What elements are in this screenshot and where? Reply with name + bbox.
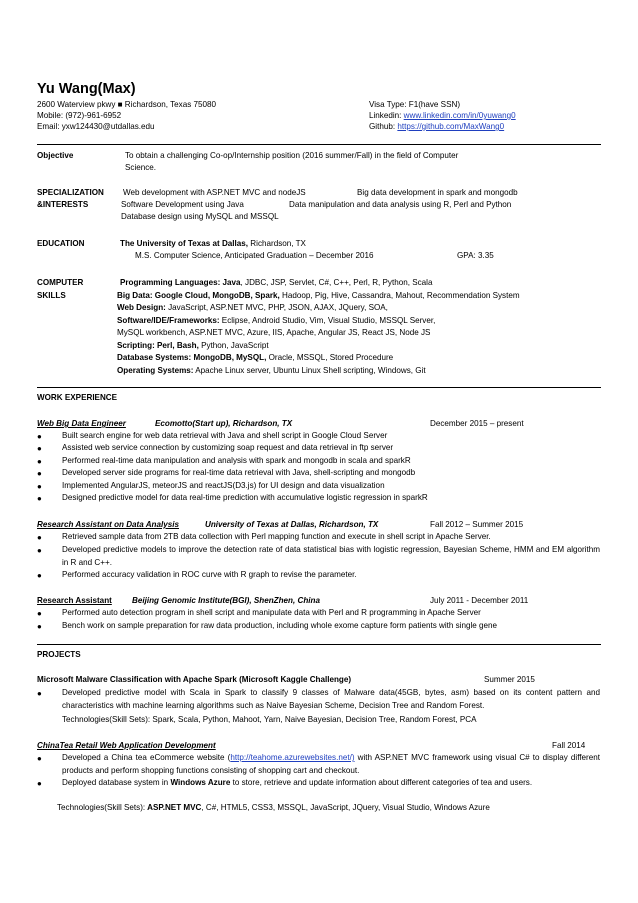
job-header <box>37 418 126 429</box>
bullet-icon: ● <box>37 432 42 441</box>
skills-line <box>117 290 520 301</box>
specialization-item: Database design using MySQL and MSSQL <box>121 212 279 221</box>
list-item: Assisted web service connection by customizing soap request and data retrieval in ftp server <box>62 443 394 452</box>
education-degree: M.S. Computer Science, Anticipated Graduation – December 2016 <box>135 251 374 260</box>
linkedin-link[interactable]: www.linkedin.com/in/0yuwang0 <box>403 111 516 120</box>
skills-label: Web Design: <box>117 303 166 312</box>
objective-heading: Objective <box>37 151 74 160</box>
job-title: Research Assistant on Data Analysis <box>37 520 179 529</box>
bullet-icon: ● <box>37 546 42 555</box>
skills-values: Hadoop, Pig, Hive, Cassandra, Mahout, Recommendation System <box>279 291 520 300</box>
skills-label: Database Systems: MongoDB, MySQL, <box>117 353 267 362</box>
project-website-link[interactable]: http://teahome.azurewebsites.net/) <box>230 753 355 762</box>
skills-label: Big Data: Google Cloud, MongoDB, Spark, <box>117 291 280 300</box>
list-item: Developed predictive model with Scala in Spark to classify 9 classes of Malware data(45GB, bytes, asm) based on its content pattern and characteristics with machine learning algorithms such as Naive Bayesian Scheme, Decision Tree and Random Forest. <box>62 688 600 710</box>
bullet-icon: ● <box>37 444 42 453</box>
specialization-heading: SPECIALIZATION <box>37 188 104 197</box>
bullet-icon: ● <box>37 622 42 631</box>
interests-heading: &INTERESTS <box>37 200 89 209</box>
education-heading: EDUCATION <box>37 239 85 248</box>
work-heading: WORK EXPERIENCE <box>37 393 118 402</box>
skills-values: , JDBC, JSP, Servlet, C#, C++, Perl, R, Python, Scala <box>240 278 433 287</box>
list-item: Developed server side programs for real-time data retrieval with Java, shell-scripting and mongodb <box>62 468 416 477</box>
project-date: Summer 2015 <box>484 675 535 684</box>
address: 2600 Waterview pkwy ■ Richardson, Texas 75080 <box>37 100 216 109</box>
bullet-icon: ● <box>37 469 42 478</box>
job-title: Research Assistant <box>37 596 112 605</box>
list-item: Implemented AngularJS, meteorJS and reactJS(D3.js) for UI design and data visualization <box>62 481 385 490</box>
bullet-icon: ● <box>37 779 42 788</box>
skills-line <box>117 365 426 376</box>
skills-line <box>117 352 393 363</box>
candidate-name: Yu Wang(Max) <box>37 81 136 97</box>
job-date: July 2011 - December 2011 <box>430 596 529 605</box>
specialization-item: Data manipulation and data analysis using R, Perl and Python <box>289 200 512 209</box>
job-org: Beijing Genomic Institute(BGI), ShenZhen, China <box>132 596 320 605</box>
project-technologies: Technologies(Skill Sets): Spark, Scala, Python, Mahoot, Yarn, Naive Bayesian, Decision Tree, Random Forest, PCA <box>62 715 477 724</box>
bullet-icon: ● <box>37 609 42 618</box>
skills-heading: COMPUTER <box>37 278 84 287</box>
skills-heading-2: SKILLS <box>37 291 66 300</box>
specialization-item: Big data development in spark and mongodb <box>357 188 518 197</box>
section-divider <box>37 644 601 645</box>
list-item: Performed real-time data manipulation and analysis with spark and mongodb in scala and sparkR <box>62 456 411 465</box>
text: with ASP.NET MVC framework using visual C# to display different products and perform shopping functions consisting of shopping cart and checkout. <box>62 753 600 775</box>
specialization-item: Software Development using Java <box>121 200 244 209</box>
education-school-line <box>120 238 306 249</box>
section-divider <box>37 144 601 145</box>
job-org: Ecomotto(Start up), Richardson, TX <box>155 419 293 428</box>
bullet-icon: ● <box>37 482 42 491</box>
linkedin-label: Linkedin: <box>369 111 402 120</box>
text: to store, retrieve and update information about different categories of tea and users. <box>230 778 533 787</box>
text: Developed a China tea eCommerce website ( <box>62 753 231 762</box>
visa-type: Visa Type: F1(have SSN) <box>369 100 461 109</box>
bullet-icon: ● <box>37 494 42 503</box>
skills-values: Apache Linux server, Ubuntu Linux Shell scripting, Windows, Git <box>193 366 426 375</box>
skills-label: Scripting: Perl, Bash, <box>117 341 199 350</box>
skills-line <box>117 340 269 351</box>
list-item <box>62 752 600 777</box>
project-technologies <box>57 802 490 813</box>
specialization-item: Web development with ASP.NET MVC and nodeJS <box>123 188 306 197</box>
skills-line <box>117 302 388 313</box>
skills-line <box>117 315 435 326</box>
education-gpa: GPA: 3.35 <box>457 251 494 260</box>
bullet-icon: ● <box>37 689 42 698</box>
skills-values: JavaScript, ASP.NET MVC, PHP, JSON, AJAX, JQuery, SOA, <box>165 303 388 312</box>
list-item: Performed accuracy validation in ROC curve with R graph to revise the parameter. <box>62 570 357 579</box>
github-line <box>369 121 504 132</box>
list-item: Built search engine for web data retrieval with Java and shell script in Google Cloud Server <box>62 431 388 440</box>
project-title: ChinaTea Retail Web Application Development <box>37 741 216 750</box>
skills-values: Oracle, MSSQL, Stored Procedure <box>266 353 394 362</box>
linkedin-line <box>369 110 516 121</box>
school-location: Richardson, TX <box>248 239 306 248</box>
text: ASP.NET MVC <box>145 803 202 812</box>
skills-label: Operating Systems: <box>117 366 194 375</box>
skills-values: Python, JavaScript <box>198 341 269 350</box>
text: Technologies(Skill Sets): <box>57 803 146 812</box>
bullet-icon: ● <box>37 754 42 763</box>
text: , C#, HTML5, CSS3, MSSQL, JavaScript, JQuery, Visual Studio, Windows Azure <box>201 803 490 812</box>
skills-values: Eclipse, Android Studio, Vim, Visual Studio, MSSQL Server, <box>219 316 436 325</box>
job-title: Web Big Data Engineer <box>37 419 126 428</box>
text: Windows Azure <box>170 778 231 787</box>
bullet-icon: ● <box>37 457 42 466</box>
skills-values: MySQL workbench, ASP.NET MVC, Azure, IIS, Apache, Angular JS, React JS, Node JS <box>117 328 431 337</box>
bullet-icon: ● <box>37 533 42 542</box>
school-name: The University of Texas at Dallas, <box>120 239 249 248</box>
skills-label: Programming Languages: Java <box>120 278 241 287</box>
github-link[interactable]: https://github.com/MaxWang0 <box>397 122 505 131</box>
list-item: Designed predictive model for data real-time prediction with accumulative logistic regression in sparkR <box>62 493 428 502</box>
job-date: December 2015 – present <box>430 419 524 428</box>
objective-line-2: Science. <box>125 163 157 172</box>
project-title: Microsoft Malware Classification with Apache Spark (Microsoft Kaggle Challenge) <box>37 675 352 684</box>
list-item: Performed auto detection program in shell script and manipulate data with Perl and R programming in Apache Server <box>62 608 481 617</box>
skills-line <box>120 277 432 288</box>
github-label: Github: <box>369 122 396 131</box>
list-item <box>62 777 600 790</box>
project-date: Fall 2014 <box>552 741 586 750</box>
bullet-icon: ● <box>37 571 42 580</box>
mobile: Mobile: (972)-961-6952 <box>37 111 122 120</box>
email: Email: yxw124430@utdallas.edu <box>37 122 155 131</box>
list-item: Retrieved sample data from 2TB data collection with Perl mapping function and execute in shell script in Apache Server. <box>62 532 491 541</box>
job-date: Fall 2012 – Summer 2015 <box>430 520 524 529</box>
text: Deployed database system in <box>62 778 171 787</box>
section-divider <box>37 387 601 388</box>
list-item: Developed predictive models to improve the detection rate of data statistical bias with logistic regression, Bayesian Scheme, HMM and EM algorithm in R and C++. <box>62 545 600 567</box>
skills-line <box>117 327 430 338</box>
job-org: University of Texas at Dallas, Richardson, TX <box>205 520 379 529</box>
list-item: Bench work on sample preparation for raw data production, including whole exome capture form patients with single gene <box>62 621 498 630</box>
skills-label: Software/IDE/Frameworks: <box>117 316 220 325</box>
objective-line-1: To obtain a challenging Co-op/Internship position (2016 summer/Fall) in the field of Computer <box>125 151 459 160</box>
projects-heading: PROJECTS <box>37 650 81 659</box>
